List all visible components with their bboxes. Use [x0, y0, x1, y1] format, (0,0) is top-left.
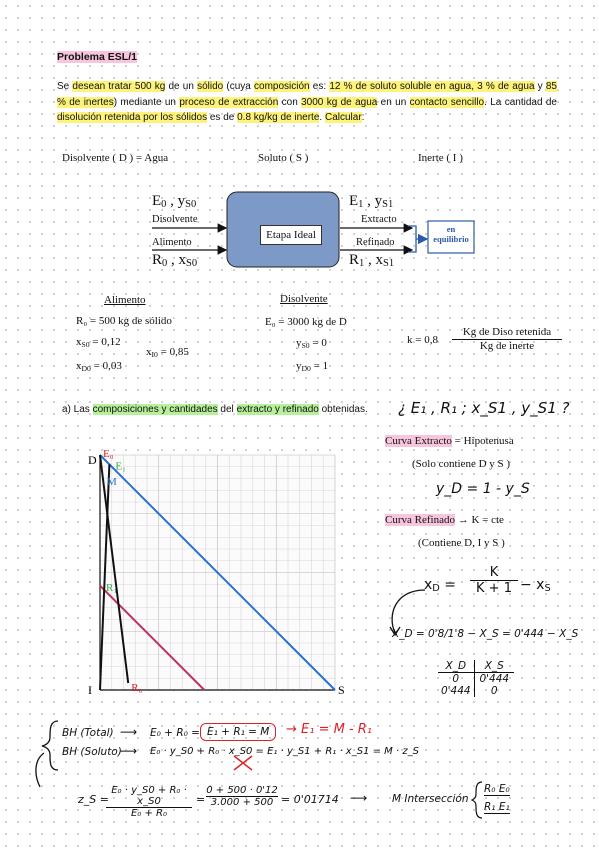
table-cell: 0 [490, 685, 498, 697]
statement-segment: Calcular [324, 112, 362, 123]
xd0-value: $x_{D0} = 0,03$ [76, 360, 122, 373]
point-label: R₀ [131, 681, 143, 694]
r0-value: R₀ = 500 kg de sólido [76, 315, 172, 327]
statement-segment: (cuya [223, 81, 255, 92]
e0-value: E₀ = 3000 kg de D [265, 316, 347, 328]
line-r1e1: R₁ E₁ [484, 801, 510, 813]
point-label: E₀ [103, 448, 114, 460]
r0-stream-label: $R_0$ , $x_{S0}$ [152, 252, 198, 269]
r1-stream-label: $R_1$ , $x_{S1}$ [349, 252, 395, 269]
point-label: M [106, 475, 117, 488]
statement-segment: disolución retenida por los sólidos [57, 112, 208, 123]
alimento-heading: Alimento [104, 294, 146, 306]
statement-segment: proceso de extracción [179, 96, 279, 108]
statement-segment: es: [309, 81, 330, 92]
line-r0e0: R₀ E₀ [484, 783, 510, 795]
table-cell: 0'444 [438, 685, 475, 697]
e0-stream-label: $E_0$ , $y_{S0}$ [152, 193, 197, 210]
disolvente-label: Disolvente [152, 214, 198, 225]
xd-fraction: K K + 1 [470, 565, 518, 596]
bh-total-arrow: ⟶ [120, 725, 138, 739]
statement-segment: con [278, 96, 302, 108]
xd-formula-rest: − $x_S$ [520, 577, 551, 594]
disolvente-heading: Disolvente [280, 293, 328, 305]
curva-refinado-note: Curva Refinado → K = cte [385, 514, 504, 526]
statement-segment: . [319, 112, 325, 123]
table-cell: 0 [438, 673, 475, 685]
vertex-d-label: D [88, 453, 97, 467]
curva-refinado-desc: (Contiene D, I y S ) [418, 537, 505, 549]
table-cell: 0'444 [479, 673, 510, 685]
equilibrium-label: en equilibrio [433, 224, 469, 244]
statement-segment: 3000 kg de agua [301, 96, 378, 108]
ys0-value: $y_{S0} = 0$ [296, 337, 327, 350]
k-definition: k = 0,8 [407, 334, 438, 346]
extracto-label: Extracto [361, 214, 397, 225]
xd-formula: $x_D$ = [424, 577, 457, 594]
table-header-xd: X_D [438, 660, 475, 672]
statement-segment: 0.8 kg/kg de inerte [237, 112, 320, 123]
zs-result: = 0'01714 [281, 793, 339, 806]
intersection-arrow: ⟶ [350, 791, 368, 805]
curva-extracto-note: Curva Extracto = Hipotenusa [385, 435, 514, 447]
refinado-label: Refinado [356, 237, 395, 248]
statement-segment: : [361, 112, 365, 123]
inert-definition: Inerte ( I ) [418, 152, 463, 164]
stage-label: Etapa Ideal [260, 225, 322, 245]
solvent-definition: Disolvente ( D ) = Agua [62, 152, 169, 164]
point-label: R₁ [105, 581, 118, 594]
yd0-value: $y_{D0} = 1$ [296, 360, 329, 373]
point-label: E₁ [115, 460, 126, 473]
statement-segment: en un [377, 96, 410, 108]
xs0-value: $x_{S0} = 0,12$ [76, 336, 121, 349]
red-cross-mark [230, 752, 260, 774]
alimento-label: Alimento [152, 237, 192, 248]
bh-soluto-arrow: ⟶ [120, 744, 138, 758]
statement-segment: contacto sencillo [409, 96, 485, 108]
k-fraction [452, 326, 562, 352]
table-header-xs: X_S [484, 660, 504, 672]
question-a: a) Las composiciones y cantidades del extracto y refinado obtenidas. [62, 404, 368, 415]
process-diagram [0, 0, 599, 290]
bh-soluto-equation: E₀ · y_S0 + R₀ · x_S0 = E₁ · y_S1 + R₁ · x_S1 = M · z_S [150, 746, 419, 757]
bracket-line [408, 226, 416, 252]
statement-segment: 85 % de inertes [57, 81, 557, 108]
bh-total-red-note: → E₁ = M - R₁ [286, 722, 373, 737]
statement-segment: de un [165, 81, 198, 92]
statement-segment: desean tratar 500 kg [72, 81, 166, 92]
k-denominator: Kg de inerte [479, 340, 535, 352]
statement-segment: 12 % de soluto soluble en agua, 3 % de agua [329, 81, 535, 92]
m-intersection: M Intersección [392, 793, 469, 805]
k-numerator: Kg de Diso retenida [452, 326, 562, 340]
vertex-i-label: I [88, 683, 92, 697]
problem-title: Problema ESL/1 [57, 51, 137, 63]
vertex-s-label: S [338, 683, 345, 697]
statement-segment: es de [207, 112, 238, 123]
bh-total-equation: E₀ + R₀ = [150, 727, 200, 739]
zs-fraction-1: E₀ · y_S0 + R₀ · x_S0 E₀ + R₀ [106, 785, 192, 819]
xd-numeric: X_D = 0'8/1'8 − X_S = 0'444 − X_S [392, 628, 579, 640]
zs-equals: = [196, 793, 206, 806]
statement-segment: ) mediante un [113, 96, 180, 108]
statement-segment: y [534, 81, 546, 92]
xd-xs-table [438, 660, 514, 697]
intersection-brace [470, 780, 484, 820]
zs-lhs: z_S = [78, 793, 109, 806]
yd-formula: y_D = 1 - y_S [436, 481, 530, 497]
bh-total-boxed: E₁ + R₁ = M [200, 723, 276, 741]
question-a-handwritten: ¿ E₁ , R₁ ; x_S1 , y_S1 ? [398, 399, 570, 417]
solute-definition: Soluto ( S ) [258, 152, 309, 164]
statement-segment: . La cantidad de [484, 96, 557, 108]
curva-extracto-desc: (Solo contiene D y S ) [412, 458, 511, 470]
statement-segment: composición [254, 81, 310, 92]
e1-stream-label: $E_1$ , $y_{S1}$ [349, 193, 394, 210]
ternary-chart [85, 440, 345, 700]
statement-segment: sólido [197, 81, 224, 92]
xi0-value: $x_{I0} = 0,85$ [146, 346, 189, 359]
statement-segment: Se [57, 81, 73, 92]
bh-total-label: BH (Total) [62, 727, 114, 739]
zs-fraction-2: 0 + 500 · 0'12 3.000 + 500 [206, 785, 278, 808]
bh-soluto-label: BH (Soluto) [62, 746, 122, 758]
